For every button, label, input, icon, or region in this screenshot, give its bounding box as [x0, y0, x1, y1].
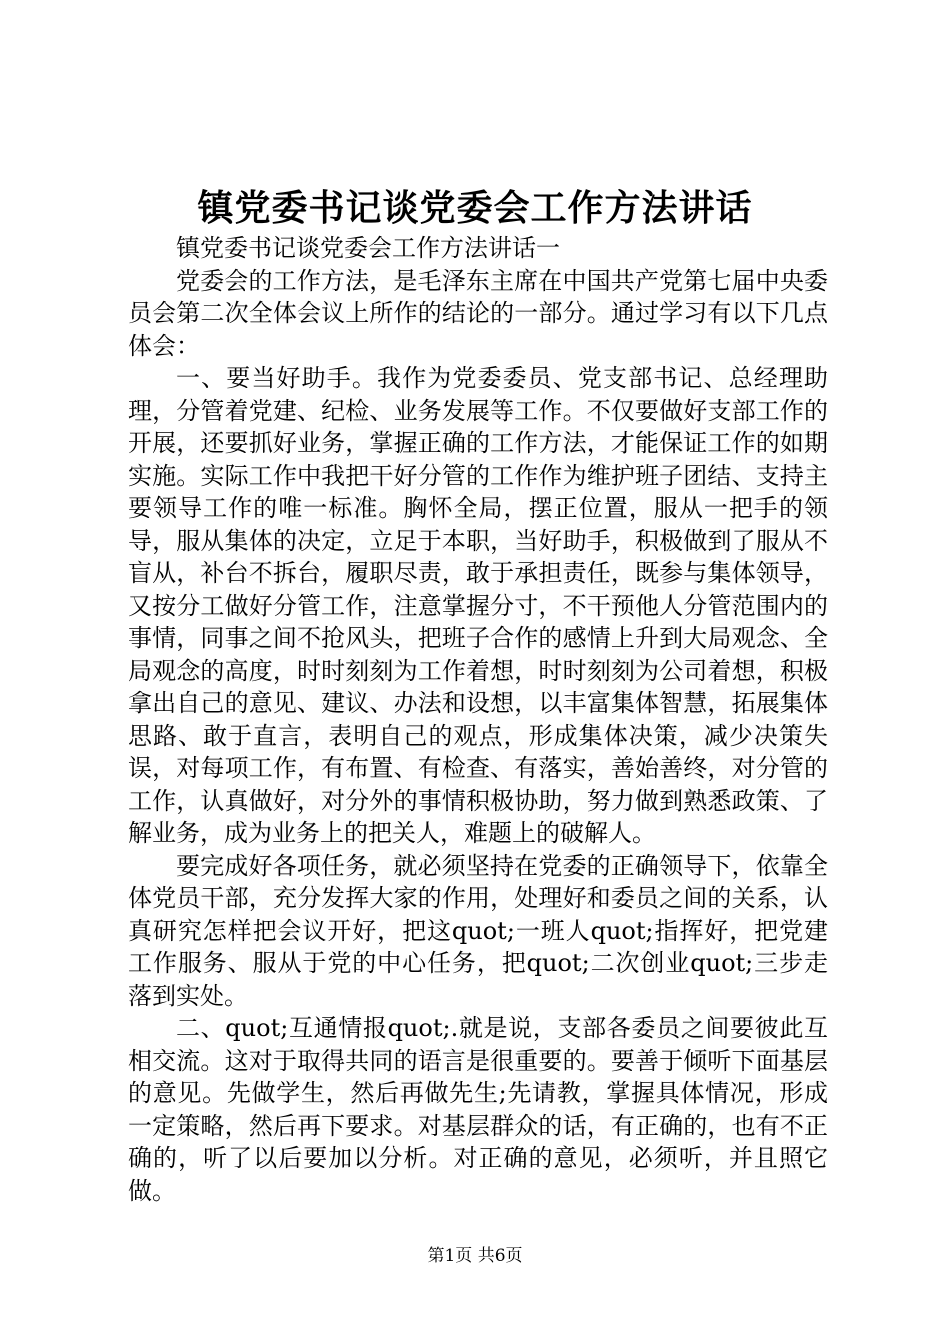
tasks-paragraph: 要完成好各项任务，就必须坚持在党委的正确领导下，依靠全体党员干部，充分发挥大家的作用，处理好和委员之间的关系，认真研究怎样把会议开好，把这quot;一班人quot;指挥好，把党建工作服务、服从于党的中心任务，把quot;二次创业quot;三步走落到实处。 [128, 851, 828, 1010]
page-number-footer: 第1页 共6页 [427, 1246, 523, 1266]
intro-paragraph: 党委会的工作方法，是毛泽东主席在中国共产党第七届中央委员会第二次全体会议上所作的结论的一部分。通过学习有以下几点体会： [128, 266, 828, 360]
section-two-paragraph: 二、quot;互通情报quot;.就是说，支部各委员之间要彼此互相交流。这对于取得共同的语言是很重要的。要善于倾听下面基层的意见。先做学生，然后再做先生;先请教，掌握具体情况，形成一定策略，然后再下要求。对基层群众的话，有正确的，也有不正确的，听了以后要加以分析。对正确的意见，必须听，并且照它做。 [128, 1014, 828, 1205]
document-title: 镇党委书记谈党委会工作方法讲话 [197, 187, 753, 229]
section-one-paragraph: 一、要当好助手。我作为党委委员、党支部书记、总经理助理，分管着党建、纪检、业务发展等工作。不仅要做好支部工作的开展，还要抓好业务，掌握正确的工作方法，才能保证工作的如期实施。实际工作中我把干好分管的工作作为维护班子团结、支持主要领导工作的唯一标准。胸怀全局，摆正位置，服从一把手的领导，服从集体的决定，立足于本职，当好助手，积极做到了服从不盲从，补台不拆台，履职尽责，敢于承担责任，既参与集体领导，又按分工做好分管工作，注意掌握分寸，不干预他人分管范围内的事情，同事之间不抢风头，把班子合作的感情上升到大局观念、全局观念的高度，时时刻刻为工作着想，时时刻刻为公司着想，积极拿出自己的意见、建议、办法和设想，以丰富集体智慧，拓展集体思路、敢于直言，表明自己的观点，形成集体决策，减少决策失误，对每项工作，有布置、有检查、有落实，善始善终，对分管的工作，认真做好，对分外的事情积极协助，努力做到熟悉政策、了解业务，成为业务上的把关人，难题上的破解人。 [128, 364, 828, 847]
subtitle-paragraph: 镇党委书记谈党委会工作方法讲话一 [176, 234, 560, 262]
document-body [128, 232, 828, 1207]
